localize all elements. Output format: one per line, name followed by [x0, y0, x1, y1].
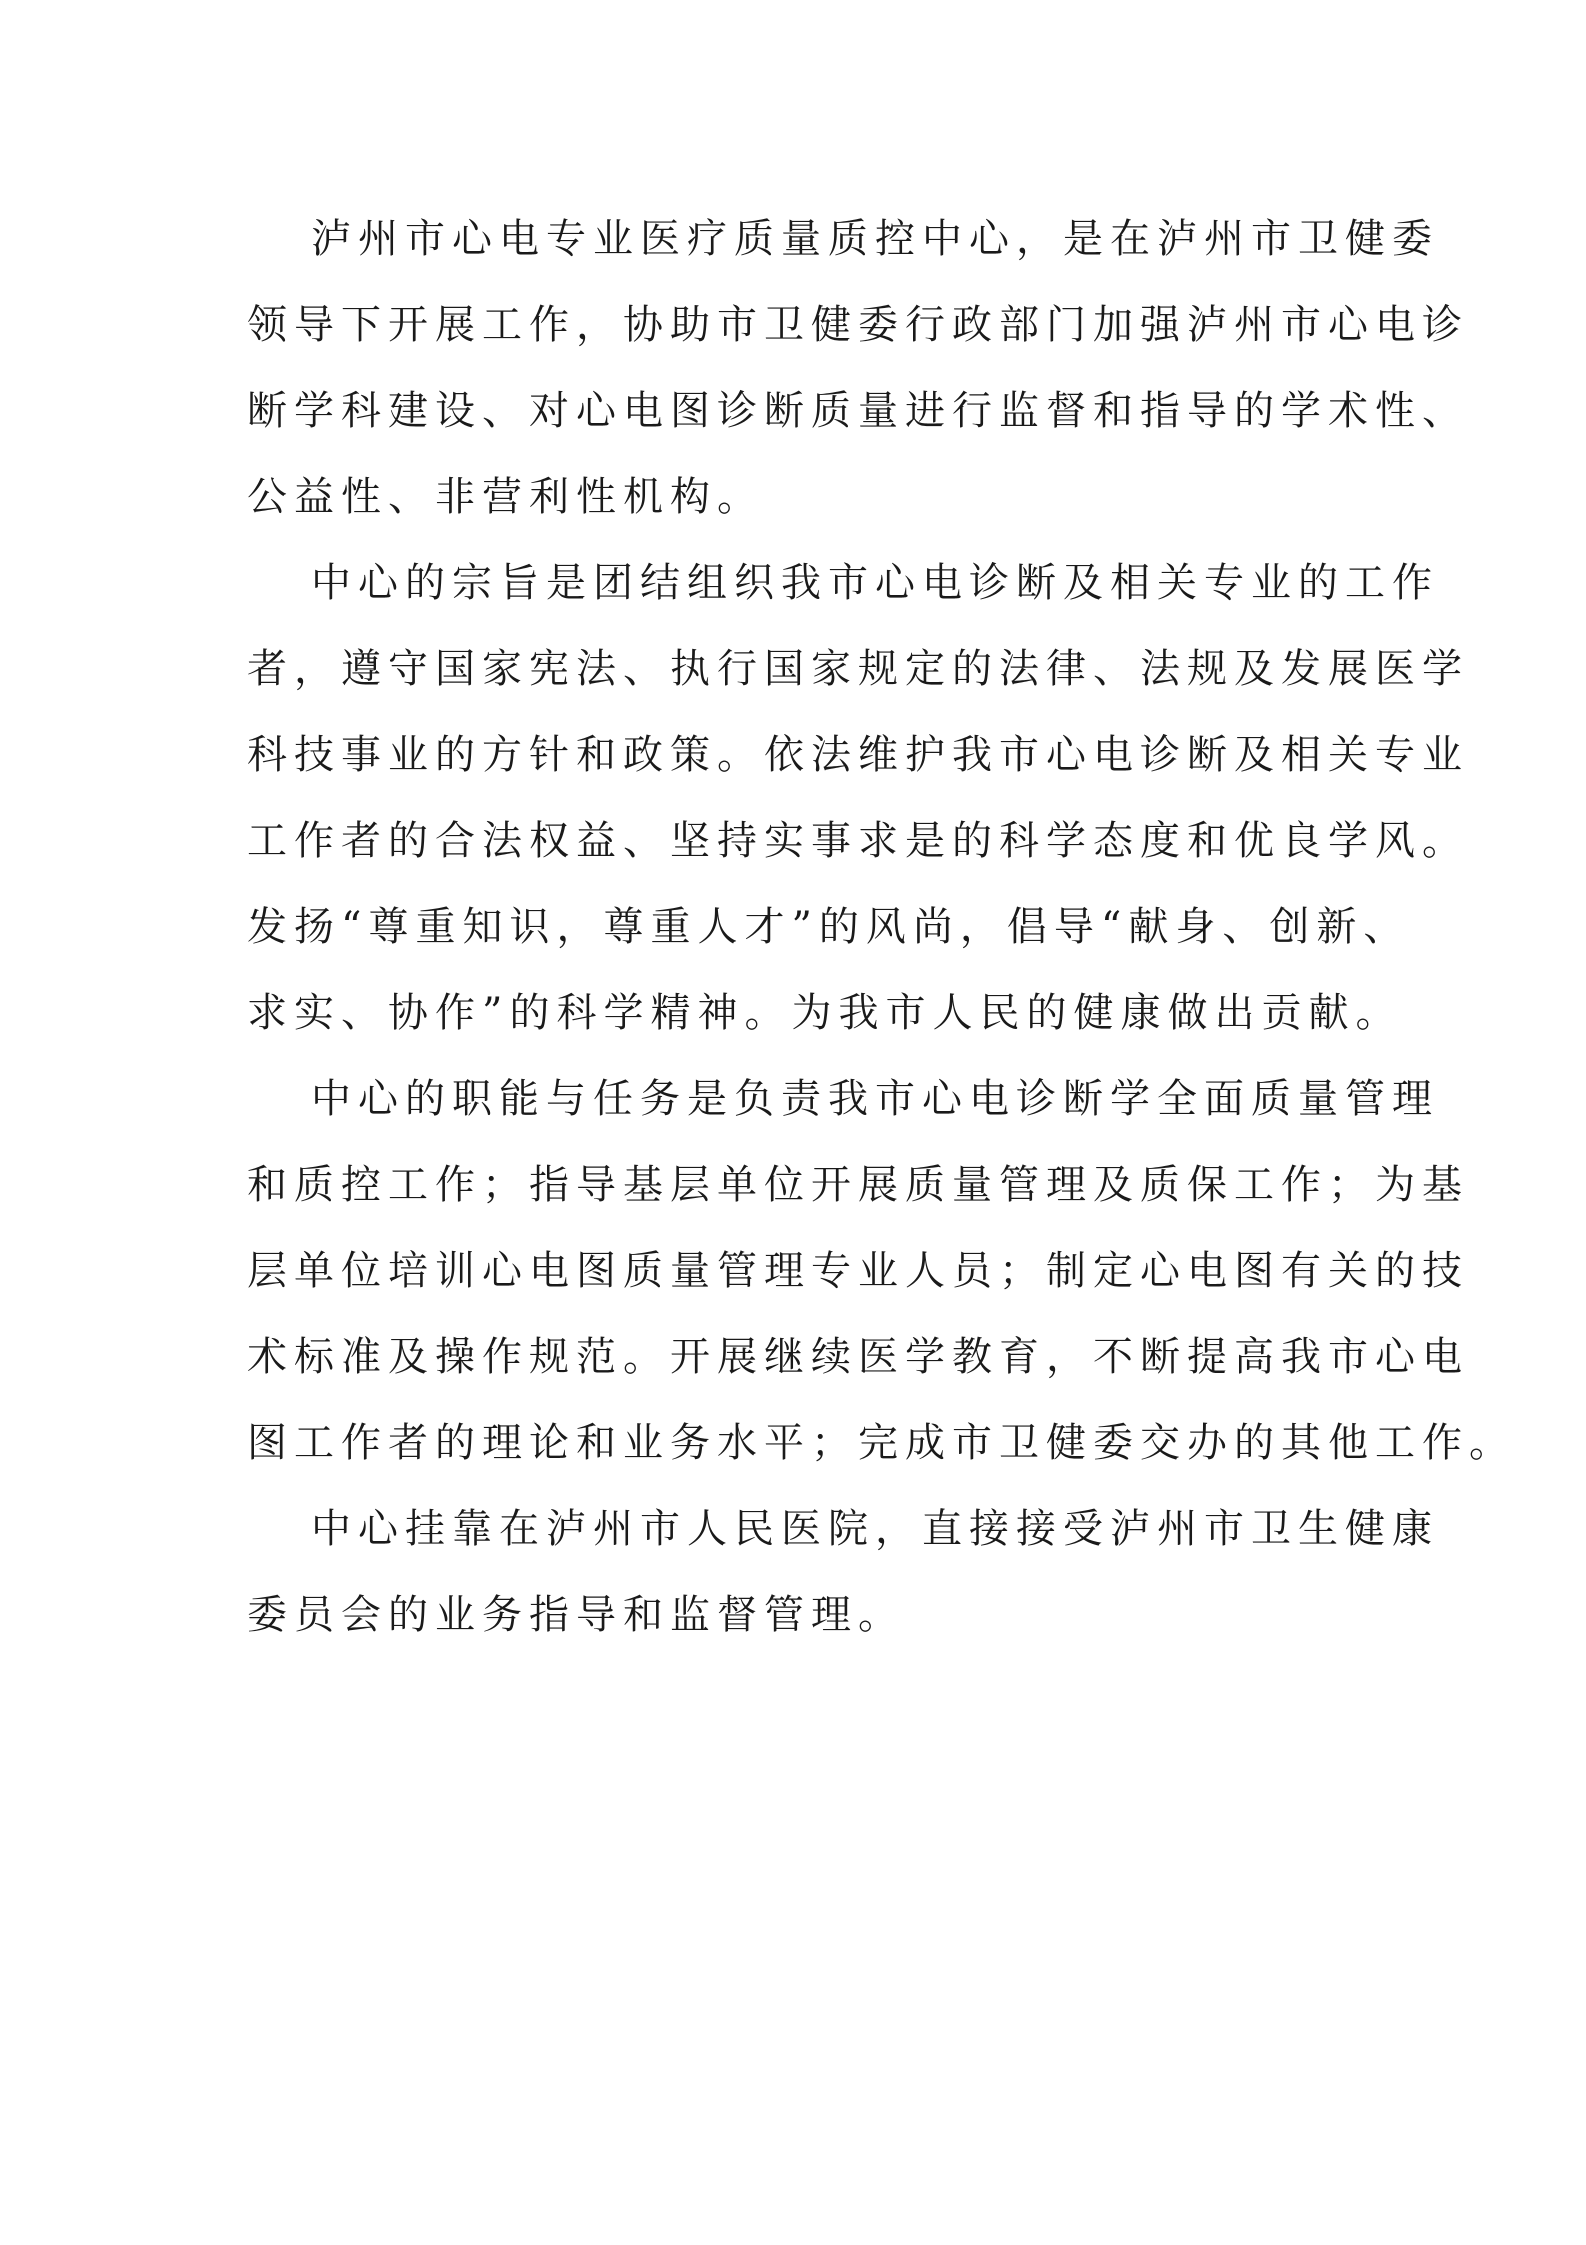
paragraph-line: 中心挂靠在泸州市人民医院，直接接受泸州市卫生健康	[311, 1506, 1439, 1552]
paragraph-line: 中心的宗旨是团结组织我市心电诊断及相关专业的工作	[311, 560, 1439, 606]
paragraph-line: 中心的职能与任务是负责我市心电诊断学全面质量管理	[311, 1076, 1439, 1122]
paragraph-line: 科技事业的方针和政策。依法维护我市心电诊断及相关专业	[247, 732, 1469, 778]
paragraph-line: 发扬“尊重知识，尊重人才”的风尚，倡导“献身、创新、	[247, 904, 1411, 950]
paragraph-line: 和质控工作；指导基层单位开展质量管理及质保工作；为基	[247, 1162, 1469, 1208]
paragraph-line: 断学科建设、对心电图诊断质量进行监督和指导的学术性、	[247, 388, 1469, 434]
paragraph-3	[247, 1056, 1516, 1486]
paragraph-line: 工作者的合法权益、坚持实事求是的科学态度和优良学风。	[247, 818, 1469, 864]
paragraph-line: 求实、协作”的科学精神。为我市人民的健康做出贡献。	[247, 990, 1403, 1036]
paragraph-line: 公益性、非营利性机构。	[247, 474, 764, 520]
paragraph-line: 委员会的业务指导和监督管理。	[247, 1592, 905, 1638]
paragraph-line: 者，遵守国家宪法、执行国家规定的法律、法规及发展医学	[247, 646, 1469, 692]
document-body	[247, 196, 1516, 1658]
paragraph-line: 图工作者的理论和业务水平；完成市卫健委交办的其他工作。	[247, 1420, 1516, 1466]
paragraph-line: 泸州市心电专业医疗质量质控中心，是在泸州市卫健委	[311, 216, 1439, 262]
paragraph-line: 层单位培训心电图质量管理专业人员；制定心电图有关的技	[247, 1248, 1469, 1294]
paragraph-2	[247, 540, 1469, 1056]
paragraph-line: 领导下开展工作，协助市卫健委行政部门加强泸州市心电诊	[247, 302, 1469, 348]
paragraph-4	[247, 1486, 1439, 1658]
paragraph-1	[247, 196, 1469, 540]
paragraph-line: 术标准及操作规范。开展继续医学教育，不断提高我市心电	[247, 1334, 1469, 1380]
